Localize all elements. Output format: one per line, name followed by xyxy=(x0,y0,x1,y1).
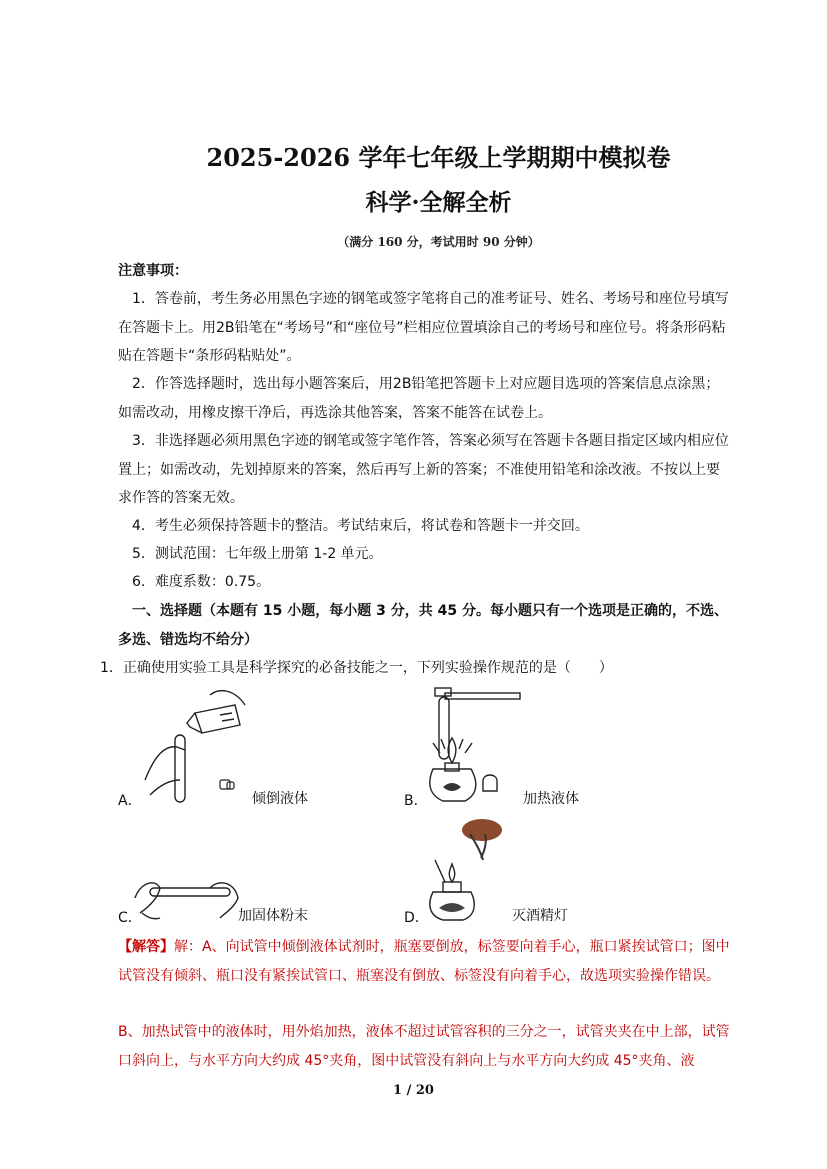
answer-label: 【解答】 xyxy=(118,939,174,955)
option-c-letter: C． xyxy=(118,910,142,926)
exam-meta: （满分 160 分，考试用时 90 分钟） xyxy=(337,235,540,249)
option-d-letter: D． xyxy=(404,910,429,926)
notice-item-4: 4．考生必须保持答题卡的整洁。考试结束后，将试卷和答题卡一并交回。 xyxy=(132,518,589,534)
figure-extinguish-lamp xyxy=(425,812,515,927)
page-subtitle: 科学·全解全析 xyxy=(365,189,512,216)
notice-heading: 注意事项： xyxy=(118,263,188,279)
option-a-caption: 倾倒液体 xyxy=(252,791,308,807)
figure-heating-liquid xyxy=(425,683,525,813)
notice-item-6: 6．难度系数：0.75。 xyxy=(132,574,271,590)
option-a-letter: A． xyxy=(118,793,142,809)
page-title: 2025-2026 学年七年级上学期期中模拟卷 xyxy=(206,143,671,172)
option-c-caption: 加固体粉末 xyxy=(238,908,308,924)
notice-item-5: 5．测试范围：七年级上册第 1-2 单元。 xyxy=(132,546,383,562)
answer-paragraph-2: B、加热试管中的液体时，用外焰加热，液体不超过试管容积的三分之一，试管夹夹在中上部，试管口斜向上，与水平方向大约成 45°夹角，图中试管没有斜向上与水平方向大约成 45°夹角、液 xyxy=(118,1024,730,1069)
notice-item-1: 1．答卷前，考生务必用黑色字迹的钢笔或签字笔将自己的准考证号、姓名、考场号和座位号填写在答题卡上。用2B铅笔在“考场号”和“座位号”栏相应位置填涂自己的考场号和座位号。将条形码粘贴在答题卡“条形码粘贴处”。 xyxy=(118,291,729,364)
notice-item-2: 2．作答选择题时，选出每小题答案后，用2B铅笔把答题卡上对应题目选项的答案信息点涂黑；如需改动，用橡皮擦干净后，再选涂其他答案，答案不能答在试卷上。 xyxy=(118,376,720,421)
figure-pouring-liquid xyxy=(140,685,255,810)
answer-text-1: 解：A、向试管中倾倒液体试剂时，瓶塞要倒放，标签要向着手心，瓶口紧挨试管口；图中试管没有倾斜、瓶口没有紧挨试管口、瓶塞没有倒放、标签没有向着手心，故选项实验操作错误。 xyxy=(118,939,730,984)
notice-item-3: 3．非选择题必须用黑色字迹的钢笔或签字笔作答，答案必须写在答题卡各题目指定区域内相应位置上；如需改动，先划掉原来的答案，然后再写上新的答案；不准使用铅笔和涂改液。不按以上要求作答的答案无效。 xyxy=(118,433,729,506)
answer-paragraph-1 xyxy=(118,933,730,990)
option-d-caption: 灭酒精灯 xyxy=(512,908,568,924)
option-b-letter: B． xyxy=(404,793,428,809)
question-stem: 1．正确使用实验工具是科学探究的必备技能之一，下列实验操作规范的是（ ） xyxy=(100,660,613,676)
option-b-caption: 加热液体 xyxy=(523,791,579,807)
figure-adding-powder xyxy=(130,868,242,928)
section-heading: 一、选择题（本题有 15 小题，每小题 3 分，共 45 分。每小题只有一个选项是正确的，不选、多选、错选均不给分） xyxy=(118,603,728,648)
page-number: 1 / 20 xyxy=(393,1083,434,1098)
